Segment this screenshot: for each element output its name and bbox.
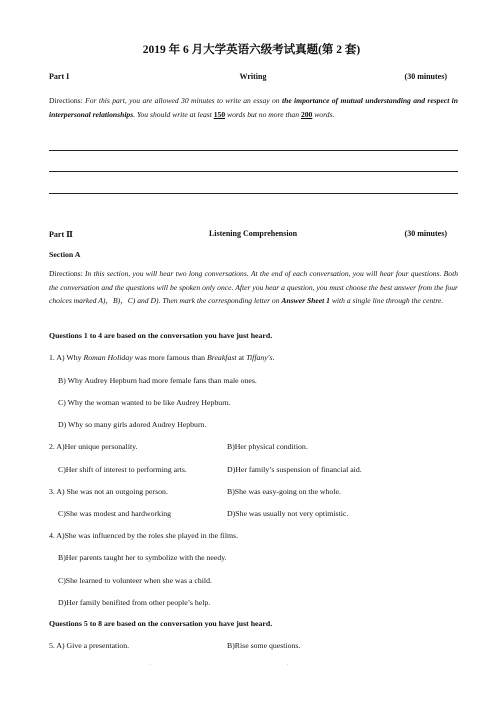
q3-option-b: B)She was easy-going on the whole. — [227, 487, 341, 496]
film-title: Tiffany's — [246, 353, 273, 362]
question-group-header: Questions 1 to 4 are based on the conversation you have just heard. — [49, 331, 273, 340]
part2-label: Part Ⅱ — [49, 230, 73, 239]
writing-line — [49, 193, 458, 194]
q3-option-c: C)She was modest and hardworking — [58, 509, 172, 518]
part2-time: (30 minutes) — [404, 229, 447, 238]
part1-directions — [49, 94, 458, 121]
essay-topic: the importance of mutual understanding and respect in interpersonal relationships — [49, 96, 459, 119]
q5-option-a: 5. A) Give a presentation. — [49, 641, 130, 650]
part1-header — [49, 72, 457, 81]
part1-time: (30 minutes) — [404, 72, 447, 81]
q3-option-d: D)She was usually not very optimistic. — [227, 509, 349, 518]
q1-option-a — [49, 353, 274, 362]
writing-line — [49, 150, 458, 151]
answer-sheet-ref: Answer Sheet 1 — [281, 296, 330, 305]
writing-line — [49, 171, 458, 172]
option-text: at — [238, 353, 245, 362]
q4-option-a: 4. A)She was influenced by the roles she played in the films. — [49, 531, 239, 540]
q2-option-d: D)Her family’s suspension of financial aid. — [227, 465, 362, 474]
q2-option-c: C)Her shift of interest to performing arts. — [58, 465, 187, 474]
page-title: 2019 年 6 月大学英语六级考试真题(第 2 套) — [142, 44, 361, 56]
footer-mark: . — [287, 661, 289, 667]
film-title: Roman Holiday — [83, 353, 133, 362]
q5-option-b: B)Rise some questions. — [227, 641, 301, 650]
film-title: Breakfast — [206, 353, 237, 362]
q4-option-d: D)Her family benifited from other people’s help. — [58, 598, 211, 607]
footer-mark: . — [150, 661, 152, 667]
part1-label: Part I — [49, 72, 70, 81]
max-words: 200 — [300, 109, 313, 119]
directions-text: . You should write at least — [133, 109, 212, 119]
q1-option-d: D) Why so many girls adored Audrey Hepburn. — [58, 420, 207, 429]
directions-lead: Directions: — [49, 269, 83, 278]
directions-lead: Directions: — [49, 96, 83, 105]
part2-directions — [49, 267, 458, 308]
directions-text: with a single line through the centre. — [331, 296, 444, 305]
min-words: 150 — [213, 109, 226, 119]
directions-text: For this part, you are allowed 30 minutes to write an essay on — [85, 96, 280, 105]
directions-text: words. — [314, 109, 335, 119]
section-a-heading: Section A — [49, 250, 81, 259]
q1-option-b: B) Why Audrey Hepburn had more female fans than male ones. — [58, 376, 257, 385]
q2-option-b: B)Her physical condition. — [227, 442, 308, 451]
q1-option-c: C) Why the woman wanted to be like Audrey Hepburn. — [58, 398, 231, 407]
option-text: 1. A) Why — [49, 353, 82, 362]
q2-option-a: 2. A)Her unique personality. — [49, 442, 138, 451]
part1-name: Writing — [239, 72, 267, 81]
question-group-header: Questions 5 to 8 are based on the conversation you have just heard. — [49, 619, 273, 628]
part2-header — [49, 229, 457, 239]
q4-option-b: B)Her parents taught her to symbolize with the needy. — [58, 553, 227, 562]
option-text: . — [272, 353, 275, 362]
q3-option-a: 3. A) She was not an outgoing person. — [49, 487, 168, 496]
part2-name: Listening Comprehension — [208, 229, 298, 238]
directions-text: words but no more than — [227, 109, 300, 119]
q4-option-c: C)She learned to volunteer when she was a child. — [58, 576, 212, 585]
directions-text: In this section, you will hear two long conversations. At the end of each conversation, you will hear four questions. Both the conversation and the questions will be spoken only once. After you hear a question, you must choose the best answer from the four choices marked A)，B)，C) and D). Then mark the corresponding letter on — [49, 269, 458, 305]
option-text: was more famous than — [134, 353, 206, 362]
